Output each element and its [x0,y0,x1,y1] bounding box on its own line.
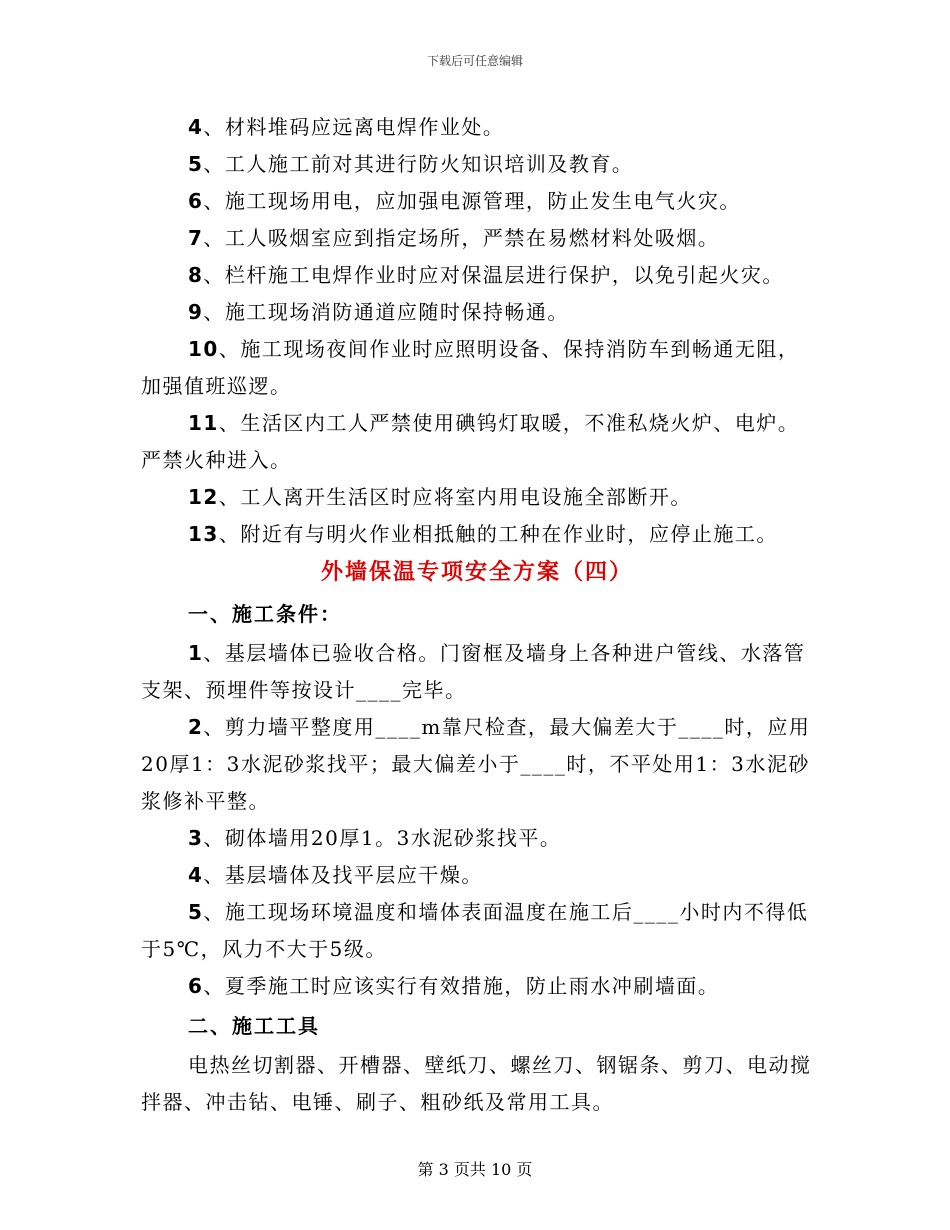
item-number: 3 [188,826,204,850]
item-number: 11 [188,411,219,435]
item-text: 、工人吸烟室应到指定场所，严禁在易燃材料处吸烟。 [203,226,720,250]
item-text: 、工人施工前对其进行防火知识培训及教育。 [203,152,634,176]
list-item [141,857,813,894]
item-text: 、工人离开生活区时应将室内用电设施全部断开。 [218,485,692,509]
list-item [141,820,813,857]
item-text: 、基层墙体已验收合格。门窗框及墙身上各种进户管线、水落管支架、预埋件等按设计____完毕。 [141,641,806,702]
item-number: 4 [188,115,204,139]
item-number: 12 [188,485,219,509]
item-text: 、施工现场环境温度和墙体表面温度在施工后____小时内不得低于5℃，风力不大于5级。 [141,900,809,961]
list-item [141,479,813,516]
list-item [141,968,813,1005]
item-number: 5 [188,152,204,176]
item-text: 、砌体墙用20厚1。3水泥砂浆找平。 [203,826,562,850]
item-number: 5 [188,900,204,924]
list-item [141,331,813,405]
paragraph: 电热丝切割器、开槽器、壁纸刀、螺丝刀、钢锯条、剪刀、电动搅拌器、冲击钻、电锤、刷子、粗砂纸及常用工具。 [141,1053,812,1114]
list-item [141,257,813,294]
section-heading: 二、施工工具 [188,1014,320,1038]
item-text: 、附近有与明火作业相抵触的工种在作业时，应停止施工。 [218,522,778,546]
list-item [141,894,813,968]
item-text: 、施工现场消防通道应随时保持畅通。 [203,300,569,324]
list-item [141,183,813,220]
item-number: 4 [188,863,204,887]
item-number: 7 [188,226,204,250]
item-text: 、基层墙体及找平层应干燥。 [203,863,483,887]
document-title: 外墙保温专项安全方案（四） [320,560,633,585]
item-text: 、栏杆施工电焊作业时应对保温层进行保护，以免引起火灾。 [203,263,784,287]
section-heading: 一、施工条件： [188,602,342,626]
page-header: 下载后可任意编辑 [426,54,523,68]
list-item [141,146,813,183]
list-item [141,709,813,820]
item-text: 、剪力墙平整度用____m靠尺检查，最大偏差大于____时，应用20厚1：3水泥砂浆找平；最大偏差小于____时，不平处用1：3水泥砂浆修补平整。 [141,715,811,813]
list-item [141,405,813,479]
item-number: 2 [188,715,204,739]
item-number: 9 [188,300,204,324]
list-item [141,294,813,331]
item-number: 8 [188,263,204,287]
list-item [141,635,813,709]
item-number: 1 [188,641,204,665]
item-text: 、施工现场用电，应加强电源管理，防止发生电气火灾。 [203,189,741,213]
list-item [141,220,813,257]
document-body [141,109,813,1121]
item-text: 、材料堆码应远离电焊作业处。 [203,115,505,139]
list-item [141,516,813,553]
item-number: 6 [188,189,204,213]
page-footer: 第 3 页共 10 页 [417,1160,533,1179]
item-number: 10 [188,337,219,361]
list-item [141,109,813,146]
item-text: 、夏季施工时应该实行有效措施，防止雨水冲刷墙面。 [203,974,720,998]
item-number: 13 [188,522,219,546]
item-number: 6 [188,974,204,998]
item-text: 、施工现场夜间作业时应照明设备、保持消防车到畅通无阻，加强值班巡逻。 [141,337,800,398]
item-text: 、生活区内工人严禁使用碘钨灯取暖，不准私烧火炉、电炉。严禁火种进入。 [141,411,800,472]
